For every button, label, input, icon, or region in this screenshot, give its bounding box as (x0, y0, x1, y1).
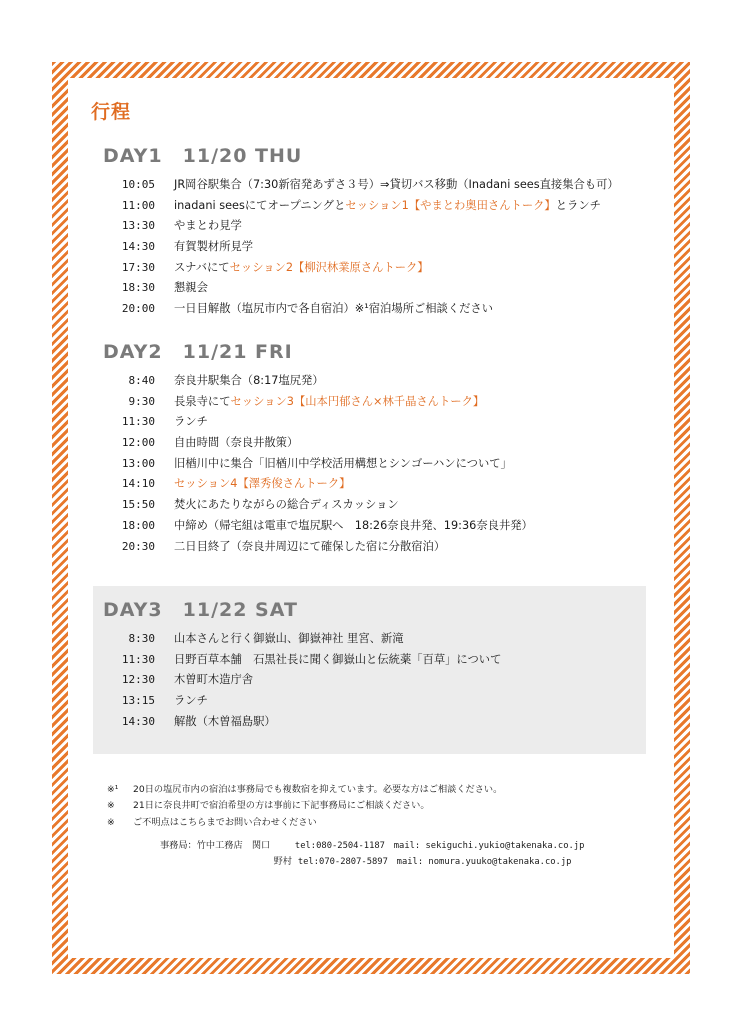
schedule-time: 12:00 (121, 436, 155, 450)
schedule-time: 12:30 (121, 673, 155, 687)
footnote (107, 782, 502, 798)
day-date: 11/22 SAT (182, 599, 298, 621)
schedule-row (103, 237, 663, 258)
session-highlight: セッション2【柳沢林業原さんトーク】 (229, 260, 429, 274)
contact-row (160, 854, 584, 870)
description-text: 山本さんと行く御嶽山、御嶽神社 里宮、新滝 (174, 632, 404, 645)
footnote-mark: ※¹ (107, 784, 119, 795)
footnote-text: ご不明点はこちらまでお問い合わせください (133, 816, 317, 828)
description-text: 中締め（帰宅組は電車で塩尻駅へ 18:26奈良井発、19:36奈良井発） (174, 518, 533, 532)
session-highlight: セッション1【やまとわ奥田さんトーク】 (345, 198, 556, 212)
contact-mail[interactable]: mail: nomura.yuuko@takenaka.co.jp (396, 857, 572, 867)
schedule-description (174, 258, 429, 279)
schedule-list (103, 371, 663, 557)
schedule-row (103, 474, 663, 495)
day-label: DAY2 (103, 341, 163, 363)
day-date: 11/21 FRI (182, 341, 293, 363)
day-section (103, 597, 663, 732)
schedule-row (103, 278, 663, 299)
schedule-row (103, 537, 663, 558)
schedule-description (174, 196, 601, 217)
description-text: ランチ (174, 694, 208, 708)
schedule-description (174, 712, 276, 733)
description-text: 懇親会 (174, 281, 208, 295)
description-text: 旧楢川中に集合「旧楢川中学校活用構想とシンゴーハンについて」 (174, 456, 512, 470)
description-text: スナバにて (174, 260, 230, 274)
schedule-time: 14:30 (121, 714, 155, 728)
schedule-row (103, 392, 663, 413)
schedule-time: 9:30 (128, 394, 155, 408)
schedule-description (174, 516, 533, 537)
schedule-time: 11:30 (121, 652, 155, 666)
day-section (103, 143, 663, 320)
schedule-time: 18:30 (121, 281, 155, 295)
contact-row (160, 838, 584, 854)
schedule-description (174, 299, 493, 320)
description-text: inadani seesにてオープニングと (174, 198, 346, 212)
schedule-time: 10:05 (121, 178, 155, 191)
schedule-time: 20:30 (121, 539, 155, 553)
schedule-time: 18:00 (121, 518, 155, 532)
schedule-time: 20:00 (121, 302, 155, 316)
schedule-row (103, 650, 663, 671)
session-highlight: セッション3【山本円郁さん×林千晶さんトーク】 (230, 394, 485, 408)
schedule-row (103, 454, 663, 475)
description-text: 焚火にあたりながらの総合ディスカッション (174, 498, 399, 512)
contact-mail[interactable]: mail: sekiguchi.yukio@takenaka.co.jp (393, 841, 585, 851)
footnote-text: 20日の塩尻市内の宿泊は事務局でも複数宿を抑えています。必要な方はご相談ください。 (133, 784, 503, 795)
footnote (107, 815, 502, 831)
footnote (107, 798, 502, 814)
schedule-description (174, 216, 242, 237)
schedule-row (103, 196, 663, 217)
schedule-row (103, 258, 663, 279)
schedule-time: 14:30 (121, 240, 155, 254)
contact-label: 野村 (273, 856, 292, 867)
description-text: 長泉寺にて (174, 394, 231, 408)
schedule-time: 17:30 (121, 260, 155, 274)
schedule-row (103, 433, 663, 454)
page-title: 行程 (91, 101, 132, 123)
footnotes (107, 782, 502, 831)
schedule-time: 13:15 (121, 694, 155, 708)
schedule-time: 14:10 (121, 477, 155, 491)
contact-tel: tel:070-2807-5897 (297, 857, 388, 867)
schedule-time: 13:30 (121, 219, 155, 233)
schedule-description (174, 629, 404, 650)
footnote-mark: ※ (107, 800, 115, 812)
schedule-description (174, 392, 484, 413)
day-label: DAY3 (103, 599, 163, 621)
contact-label: 事務局：竹中工務店 関口 (160, 840, 271, 851)
schedule-description (174, 495, 399, 516)
schedule-description (174, 371, 324, 392)
description-text: ランチ (174, 415, 208, 429)
schedule-description (174, 691, 208, 712)
schedule-time: 15:50 (121, 498, 155, 512)
schedule-row (103, 516, 663, 537)
footnote-text: 21日に奈良井町で宿泊希望の方は事前に下記事務局にご相談ください。 (133, 800, 430, 812)
schedule-description (174, 278, 208, 299)
schedule-list (103, 175, 663, 320)
schedule-time: 13:00 (121, 456, 155, 470)
schedule-list (103, 629, 663, 732)
description-text: 二日目終了（奈良井周辺にて確保した宿に分散宿泊） (174, 539, 446, 553)
description-text: とランチ (555, 198, 601, 212)
schedule-row (103, 691, 663, 712)
schedule-description (174, 412, 208, 433)
contact-block (160, 838, 584, 870)
schedule-time: 8:40 (128, 374, 155, 387)
schedule-row (103, 175, 663, 196)
schedule-time: 11:00 (121, 198, 155, 212)
description-text: 日野百草本舗 石黒社長に聞く御嶽山と伝統薬「百草」について (174, 652, 502, 666)
description-text: 有賀製材所見学 (174, 240, 254, 254)
schedule-time: 11:30 (121, 415, 155, 429)
description-text: 解散（木曽福島駅） (174, 714, 276, 728)
description-text: 自由時間（奈良井散策） (174, 436, 299, 450)
description-text: 木曽町木造庁舎 (174, 673, 254, 687)
description-text: JR岡谷駅集合（7:30新宿発あずさ３号）⇒貸切バス移動（Inadani sees直接集合も可） (174, 178, 619, 191)
session-highlight: セッション4【澤秀俊さんトーク】 (174, 477, 351, 491)
schedule-row (103, 629, 663, 650)
schedule-description (174, 474, 350, 495)
schedule-row (103, 712, 663, 733)
schedule-time: 8:30 (128, 632, 155, 645)
contact-tel: tel:080-2504-1187 (294, 841, 385, 851)
schedule-description (174, 433, 298, 454)
schedule-row (103, 299, 663, 320)
description-text: やまとわ見学 (174, 219, 242, 233)
day-heading (103, 339, 663, 365)
schedule-row (103, 412, 663, 433)
schedule-row (103, 216, 663, 237)
footnote-mark: ※ (107, 816, 115, 828)
schedule-row (103, 371, 663, 392)
day-label: DAY1 (103, 145, 163, 167)
day-heading (103, 597, 663, 623)
description-text: 奈良井駅集合（8:17塩尻発） (174, 374, 324, 387)
schedule-description (174, 237, 253, 258)
day-date: 11/20 THU (182, 145, 303, 167)
schedule-description (174, 175, 619, 196)
day-heading (103, 143, 663, 169)
schedule-description (174, 454, 512, 475)
day-section (103, 339, 663, 557)
schedule-row (103, 670, 663, 691)
description-text: 一日目解散（塩尻市内で各自宿泊）※¹宿泊場所ご相談ください (174, 302, 494, 316)
schedule-row (103, 495, 663, 516)
schedule-description (174, 537, 445, 558)
schedule-description (174, 650, 501, 671)
schedule-description (174, 670, 253, 691)
